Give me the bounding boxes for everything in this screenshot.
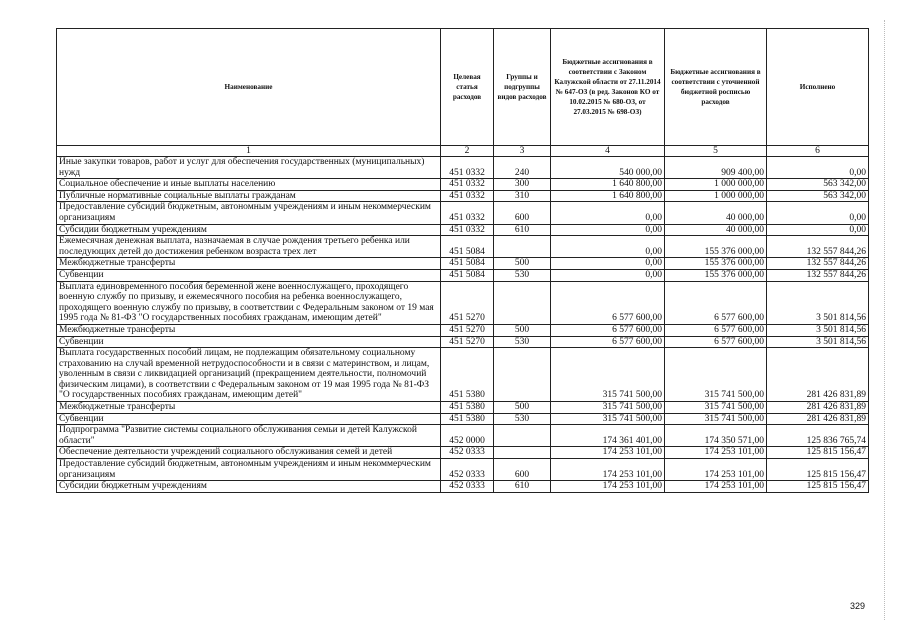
- row-target-article: 452 0000: [441, 425, 494, 447]
- row-law-allocation: 6 577 600,00: [551, 281, 665, 324]
- column-number-row: [57, 146, 869, 157]
- row-name: Межбюджетные трансферты: [57, 324, 441, 336]
- row-target-article: 451 5380: [441, 348, 494, 402]
- row-expense-group: 610: [494, 481, 551, 493]
- table-row: [57, 425, 869, 447]
- column-number: 1: [57, 146, 441, 157]
- row-executed: 563 342,00: [767, 179, 869, 191]
- budget-table: [56, 28, 869, 493]
- row-refined-allocation: 155 376 000,00: [665, 236, 767, 258]
- row-target-article: 451 5380: [441, 402, 494, 414]
- table-row: [57, 157, 869, 179]
- row-target-article: 451 5270: [441, 324, 494, 336]
- row-refined-allocation: 174 253 101,00: [665, 481, 767, 493]
- row-expense-group: 600: [494, 202, 551, 224]
- row-refined-allocation: 40 000,00: [665, 202, 767, 224]
- row-law-allocation: 1 640 800,00: [551, 179, 665, 191]
- row-executed: 125 815 156,47: [767, 481, 869, 493]
- row-refined-allocation: 6 577 600,00: [665, 336, 767, 348]
- table-row: [57, 236, 869, 258]
- row-law-allocation: 6 577 600,00: [551, 324, 665, 336]
- header-law-allocation: Бюджетные ассигнования в соответствии с Законом Калужской области от 27.11.2014 № 647-ОЗ (в ред. Законов КО от 10.02.2015 № 680-ОЗ, от 27.03.2015 № 698-ОЗ): [551, 29, 665, 146]
- row-target-article: 451 0332: [441, 224, 494, 236]
- row-target-article: 452 0333: [441, 459, 494, 481]
- row-target-article: 451 0332: [441, 179, 494, 191]
- row-name: Субвенции: [57, 413, 441, 425]
- row-refined-allocation: 315 741 500,00: [665, 402, 767, 414]
- row-law-allocation: 174 253 101,00: [551, 481, 665, 493]
- row-law-allocation: 0,00: [551, 236, 665, 258]
- row-refined-allocation: 6 577 600,00: [665, 281, 767, 324]
- row-target-article: 451 5380: [441, 413, 494, 425]
- table-row: [57, 481, 869, 493]
- column-number: 5: [665, 146, 767, 157]
- row-law-allocation: 174 253 101,00: [551, 447, 665, 459]
- row-executed: 3 501 814,56: [767, 281, 869, 324]
- row-law-allocation: 315 741 500,00: [551, 402, 665, 414]
- table-row: [57, 336, 869, 348]
- table-row: [57, 224, 869, 236]
- table-row: [57, 269, 869, 281]
- row-expense-group: 600: [494, 459, 551, 481]
- column-number: 6: [767, 146, 869, 157]
- row-target-article: 451 5270: [441, 336, 494, 348]
- row-refined-allocation: 155 376 000,00: [665, 269, 767, 281]
- page-number: 329: [850, 601, 866, 611]
- row-executed: 0,00: [767, 157, 869, 179]
- row-executed: 0,00: [767, 224, 869, 236]
- row-name: Предоставление субсидий бюджетным, автономным учреждениям и иным некоммерческим организациям: [57, 202, 441, 224]
- row-name: Публичные нормативные социальные выплаты гражданам: [57, 190, 441, 202]
- row-target-article: 451 5084: [441, 269, 494, 281]
- row-expense-group: 500: [494, 258, 551, 270]
- row-target-article: 451 0332: [441, 157, 494, 179]
- row-expense-group: 500: [494, 402, 551, 414]
- row-law-allocation: 0,00: [551, 224, 665, 236]
- row-expense-group: 530: [494, 269, 551, 281]
- table-row: [57, 190, 869, 202]
- row-refined-allocation: 174 350 571,00: [665, 425, 767, 447]
- row-law-allocation: 315 741 500,00: [551, 413, 665, 425]
- row-law-allocation: 0,00: [551, 258, 665, 270]
- header-expense-group: Группы и подгруппы видов расходов: [494, 29, 551, 146]
- row-refined-allocation: 909 400,00: [665, 157, 767, 179]
- row-law-allocation: 174 253 101,00: [551, 459, 665, 481]
- row-expense-group: [494, 348, 551, 402]
- row-refined-allocation: 1 000 000,00: [665, 190, 767, 202]
- row-expense-group: [494, 281, 551, 324]
- row-name: Субсидии бюджетным учреждениям: [57, 481, 441, 493]
- row-refined-allocation: 315 741 500,00: [665, 348, 767, 402]
- row-expense-group: 240: [494, 157, 551, 179]
- row-expense-group: [494, 447, 551, 459]
- row-name: Субвенции: [57, 269, 441, 281]
- header-name: Наименование: [57, 29, 441, 146]
- table-row: [57, 202, 869, 224]
- table-row: [57, 447, 869, 459]
- row-expense-group: 610: [494, 224, 551, 236]
- header-executed: Исполнено: [767, 29, 869, 146]
- table-row: [57, 413, 869, 425]
- row-refined-allocation: 315 741 500,00: [665, 413, 767, 425]
- table-row: [57, 179, 869, 191]
- row-expense-group: 310: [494, 190, 551, 202]
- row-refined-allocation: 6 577 600,00: [665, 324, 767, 336]
- row-refined-allocation: 40 000,00: [665, 224, 767, 236]
- row-executed: 281 426 831,89: [767, 413, 869, 425]
- row-name: Предоставление субсидий бюджетным, автономным учреждениям и иным некоммерческим организациям: [57, 459, 441, 481]
- header-target-article: Целевая статья расходов: [441, 29, 494, 146]
- table-row: [57, 459, 869, 481]
- row-refined-allocation: 174 253 101,00: [665, 447, 767, 459]
- column-number: 4: [551, 146, 665, 157]
- row-target-article: 451 0332: [441, 202, 494, 224]
- row-refined-allocation: 1 000 000,00: [665, 179, 767, 191]
- row-executed: 281 426 831,89: [767, 402, 869, 414]
- header-refined-allocation: Бюджетные ассигнования в соответствии с уточненной бюджетной росписью расходов: [665, 29, 767, 146]
- table-row: [57, 258, 869, 270]
- column-number: 3: [494, 146, 551, 157]
- header-row: [57, 29, 869, 146]
- scan-edge-line: [884, 20, 885, 620]
- row-expense-group: [494, 236, 551, 258]
- row-executed: 3 501 814,56: [767, 336, 869, 348]
- row-name: Выплата государственных пособий лицам, не подлежащим обязательному социальному страхованию на случай временной нетрудоспособности и в связи с материнством, и лицам, уволенным в связи с ликвидацией организаций (прекращением деятельности, полномочий физическим лицами), в соответствии с Федеральным законом от 19 мая 1995 года № 81-ФЗ "О государственных пособиях гражданам, имеющим детей": [57, 348, 441, 402]
- row-target-article: 451 5270: [441, 281, 494, 324]
- row-name: Обеспечение деятельности учреждений социального обслуживания семей и детей: [57, 447, 441, 459]
- row-executed: 125 815 156,47: [767, 459, 869, 481]
- row-law-allocation: 540 000,00: [551, 157, 665, 179]
- row-name: Иные закупки товаров, работ и услуг для обеспечения государственных (муниципальных) нужд: [57, 157, 441, 179]
- row-executed: 0,00: [767, 202, 869, 224]
- row-executed: 563 342,00: [767, 190, 869, 202]
- table-row: [57, 348, 869, 402]
- row-law-allocation: 6 577 600,00: [551, 336, 665, 348]
- table-row: [57, 402, 869, 414]
- row-executed: 281 426 831,89: [767, 348, 869, 402]
- row-name: Субсидии бюджетным учреждениям: [57, 224, 441, 236]
- row-name: Социальное обеспечение и иные выплаты населению: [57, 179, 441, 191]
- row-law-allocation: 315 741 500,00: [551, 348, 665, 402]
- row-expense-group: 300: [494, 179, 551, 191]
- row-executed: 125 836 765,74: [767, 425, 869, 447]
- table-row: [57, 281, 869, 324]
- row-executed: 132 557 844,26: [767, 269, 869, 281]
- table-row: [57, 324, 869, 336]
- row-target-article: 451 5084: [441, 258, 494, 270]
- row-expense-group: 530: [494, 413, 551, 425]
- row-name: Межбюджетные трансферты: [57, 402, 441, 414]
- row-target-article: 451 0332: [441, 190, 494, 202]
- row-target-article: 452 0333: [441, 481, 494, 493]
- column-number: 2: [441, 146, 494, 157]
- row-expense-group: 530: [494, 336, 551, 348]
- row-law-allocation: 0,00: [551, 269, 665, 281]
- row-executed: 3 501 814,56: [767, 324, 869, 336]
- row-target-article: 451 5084: [441, 236, 494, 258]
- row-law-allocation: 0,00: [551, 202, 665, 224]
- row-expense-group: [494, 425, 551, 447]
- row-refined-allocation: 155 376 000,00: [665, 258, 767, 270]
- row-name: Межбюджетные трансферты: [57, 258, 441, 270]
- table-body: [57, 157, 869, 493]
- row-expense-group: 500: [494, 324, 551, 336]
- row-name: Подпрограмма "Развитие системы социального обслуживания семьи и детей Калужской области": [57, 425, 441, 447]
- row-executed: 132 557 844,26: [767, 236, 869, 258]
- row-name: Субвенции: [57, 336, 441, 348]
- row-executed: 132 557 844,26: [767, 258, 869, 270]
- row-executed: 125 815 156,47: [767, 447, 869, 459]
- row-target-article: 452 0333: [441, 447, 494, 459]
- row-name: Выплата единовременного пособия беременной жене военнослужащего, проходящего военную службу по призыву, и ежемесячного пособия на ребенка военнослужащего, проходящего военную службу по призыву, в соответствии с Федеральным законом от 19 мая 1995 года № 81-ФЗ "О государственных пособиях гражданам, имеющим детей": [57, 281, 441, 324]
- row-refined-allocation: 174 253 101,00: [665, 459, 767, 481]
- row-law-allocation: 1 640 800,00: [551, 190, 665, 202]
- row-name: Ежемесячная денежная выплата, назначаемая в случае рождения третьего ребенка или последующих детей до достижения ребенком возраста трех лет: [57, 236, 441, 258]
- row-law-allocation: 174 361 401,00: [551, 425, 665, 447]
